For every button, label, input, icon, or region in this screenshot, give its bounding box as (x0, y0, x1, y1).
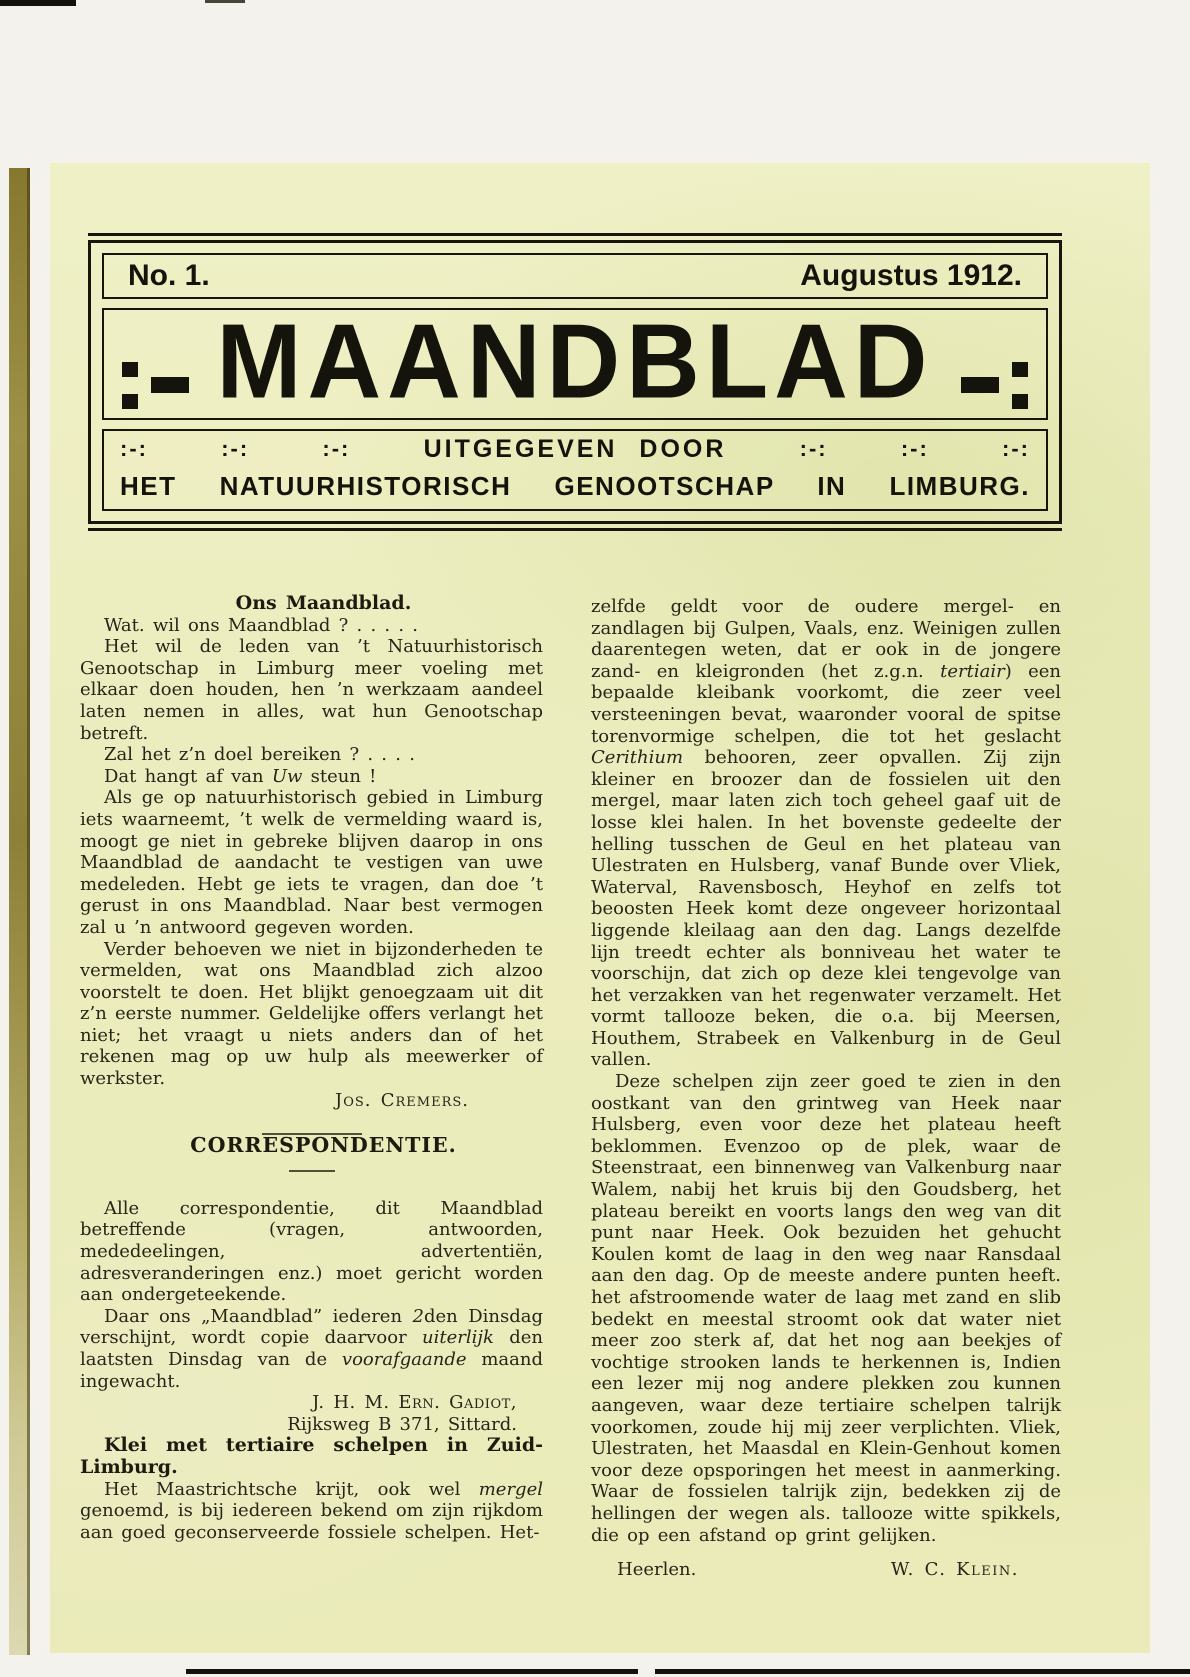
paragraph: Zal het z’n doel bereiken ? . . . . (104, 744, 415, 766)
scan-bottom-line (655, 1669, 1190, 1674)
section-divider (289, 1170, 335, 1172)
paragraph: Als ge op natuurhistorisch gebied in Limburg iets waarneemt, ’t welk de vermelding waard is, moogt ge niet in gebreke blijven daarop in ons Maandblad de aandacht te vestigen van uwe medeleden. Hebt ge iets te vragen, dan doe ’t gerust in ons Maandblad. Naar best vermogen zal u ’n antwoord gegeven worden. (80, 787, 543, 938)
masthead (88, 240, 1062, 524)
place-line: Heerlen. (617, 1559, 697, 1581)
article-correspondentie (80, 1135, 543, 1435)
issue-number: No. 1. (128, 259, 210, 292)
paragraph: Daar ons „Maandblad” iederen 2den Dinsdag verschijnt, wordt copie daarvoor uiterlijk den laatsten Dinsdag van de voorafgaande maand ingewacht. (80, 1305, 543, 1392)
journal-title: MAANDBLAD (216, 301, 934, 421)
paragraph: zelfde geldt voor de oudere mergel- en zandlagen bij Gulpen, Vaals, enz. Weinigen zullen daarentegen weten, dat er ook in de jongere zand- en kleigronden (het z.g.n. tertiair) een bepaalde kleibank voorkomt, die zeer veel versteeningen bevat, waaronder vooral de spitse torenvormige schelpen, die tot het geslacht Cerithium behooren, zeer opvallen. Zij zijn kleiner en broozer dan de fossielen uit den mergel, maar laten zich toch geheel gaaf uit de losse klei halen. In het bovenste gedeelte der helling tusschen de Geul en het plateau van Ulestraten en Hulsberg, vanaf Bunde over Vliek, Waterval, Ravensbosch, Heyhof en zelfs tot beoosten Heek komt deze ongeveer horizontaal liggende kleilaag aan den dag. Langs dezelfde lijn treedt echter als bonniveau het water te voorschijn, dat zich op deze klei tengevolge van het verzakken van het regenwater verzamelt. Het vormt tallooze beken, die o.a. bij Meersen, Houthem, Strabeek en Valkenburg in de Geul vallen. (591, 596, 1061, 1071)
ornament-dash-icon (151, 377, 189, 393)
signature-address: Rijksweg B 371, Sittard. (287, 1413, 517, 1435)
ornament-icon: :-: (799, 436, 828, 461)
title-box (102, 301, 1048, 421)
paragraph: Alle correspondentie, dit Maandblad betreffende (vragen, antwoorden, mededeelingen, advertentiën, adresveranderingen enz.) moet gericht worden aan ondergeteekende. (80, 1197, 543, 1306)
paragraph: Dat hangt af van Uw steun ! (104, 765, 377, 787)
issue-date: Augustus 1912. (800, 259, 1022, 292)
issue-box (102, 253, 1048, 299)
paragraph: Verder behoeven we niet in bijzonderheden te vermelden, wat ons Maandblad zich alzoo voorstelt te doen. Het blijkt genoegzaam uit dit z’n eerste nummer. Geldelijke offers verlangt het niet; het vraagt u niets anders dan of het rekenen mag op uw hulp als meewerker of werkster. (80, 938, 543, 1090)
article-heading: CORRESPONDENTIE. (190, 1133, 457, 1158)
paragraph: Het Maastrichtsche krijt, ook wel mergel genoemd, is bij iedereen bekend om zijn rijkdom aan goed geconserveerde fossiele schelpen. Het- (80, 1478, 543, 1543)
right-column (591, 596, 1061, 1581)
paragraph: Wat. wil ons Maandblad ? . . . . . (104, 614, 419, 636)
ornament-dash-icon (961, 377, 999, 393)
ornament-icon: :-: (322, 436, 351, 461)
paragraph: Het wil de leden van ’t Natuurhistorisch Genootschap in Limburg meer voeling met elkaar doen houden, hen ’n werkzaam aandeel laten nemen in alles, wat hun Genootschap betreft. (80, 636, 543, 744)
paragraph: Deze schelpen zijn zeer goed te zien in den oostkant van den grintweg van Heek naar Hulsberg, even voor deze het plateau heeft beklommen. Evenzoo op de plek, waar de Steenstraat, een binnenweg van Valkenburg naar Walem, nabij het kruis bij den Goudsberg, het plateau bereikt en voorts langs den weg van dit punt naar Heek. Ook bezuiden het gehucht Koulen komt de laag in den weg naar Ransdaal aan den dag. Op de meeste andere punten heeft. het afstroomende water de laag met zand en slib bedekt en meestal stroomt ook dat water niet meer zoo sterk af, dat het nog aan beekjes of vochtige strooken lands te herkennen is, Indien een lezer mij nog andere plekken zou kunnen aangeven, waar deze tertiaire schelpen talrijk voorkomen, zoude hij mij zeer verplichten. Vliek, Ulestraten, het Maasdal en Klein-Genhout komen voor deze opsporingen het meest in aanmerking. Waar de fossielen talrijk zijn, bedekken zij de hellingen der wegen als. tallooze witte spikkels, die op een afstand op grint gelijken. (591, 1071, 1061, 1546)
journal-page (50, 163, 1150, 1653)
ornament-icon: :-: (221, 436, 250, 461)
scan-edge-tick (205, 0, 245, 3)
ornament-icon: :-: (1002, 436, 1030, 461)
ornament-icon: :-: (120, 436, 148, 461)
publisher-box (102, 429, 1048, 511)
article-heading: Klei met tertiaire schelpen in Zuid-Limburg. (80, 1434, 543, 1478)
ornament-colon-icon (1012, 362, 1028, 409)
article-ons-maandblad (80, 593, 543, 1111)
article-heading: Ons Maandblad. (235, 592, 412, 614)
published-by-label: UITGEGEVEN DOOR (423, 434, 727, 463)
ornament-dash-colon-icon (961, 362, 1028, 409)
ornament-colon-dash-icon (122, 362, 189, 409)
signature: J. H. M. Ern. Gadiot, (312, 1392, 517, 1414)
scan-corner-mark (0, 0, 76, 6)
article-klei (80, 1435, 543, 1543)
ornament-colon-icon (122, 362, 138, 409)
article-footer (591, 1559, 1061, 1581)
left-column (80, 593, 543, 1543)
spine-edge (9, 168, 30, 1655)
scan-bottom-line (186, 1669, 638, 1674)
publisher-name: HET NATUURHISTORISCH GENOOTSCHAP IN LIMBURG. (120, 470, 1030, 501)
publisher-line-1 (120, 435, 1030, 464)
signature: W. C. Klein. (890, 1559, 1019, 1581)
ornament-icon: :-: (900, 436, 929, 461)
signature: Jos. Cremers. (335, 1089, 469, 1111)
